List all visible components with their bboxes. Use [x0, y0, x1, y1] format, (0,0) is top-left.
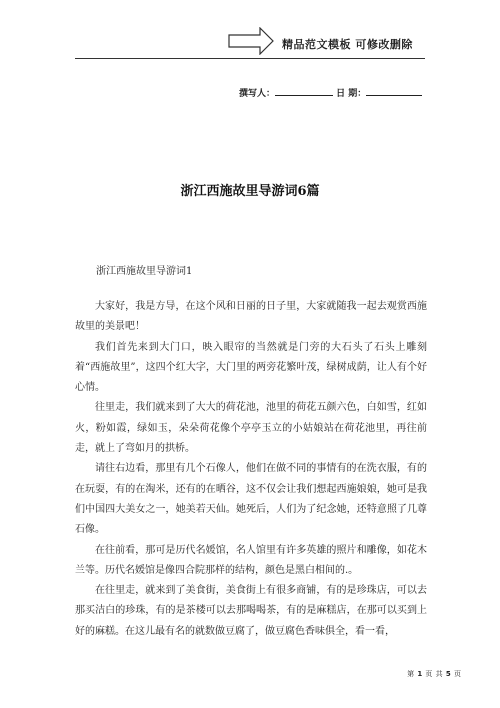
- body-paragraph: 在往里走，就来到了美食街，美食街上有很多商铺，有的是珍珠店，可以去那买洁白的珍珠，有的是茶楼可以去那喝喝茶，有的是麻糕店，在那可以买到上好的麻糕。在这儿最有名的就数做豆腐了，做豆腐色香味俱全，看一看，: [75, 585, 427, 637]
- total-pages-number: 5: [445, 670, 451, 678]
- body-paragraph: 在往前看，那可是历代名媛馆，名人馆里有许多英雄的照片和雕像，如花木兰等。历代名媛馆是像四合院那样的结构，颜色是黑白相间的.。: [75, 544, 427, 576]
- body-paragraph: 我们首先来到大门口，映入眼帘的当然就是门旁的大石头了石头上雕刻着“西施故里”，这四个红大字，大门里的两旁花繁叶茂，绿树成荫，让人有个好心情。: [75, 341, 427, 394]
- template-banner: 精品范文模板 可修改删除: [282, 38, 413, 51]
- document-title: 浙江西施故里导游词6篇: [180, 184, 320, 199]
- header-divider: [75, 58, 425, 59]
- section-subtitle: 浙江西施故里导游词1: [96, 266, 193, 277]
- author-label: 撰写人：: [239, 89, 276, 99]
- author-blank: [275, 86, 333, 96]
- document-body: [75, 297, 427, 642]
- arrow-right-icon: [228, 27, 274, 55]
- author-date-line: [239, 86, 422, 99]
- date-label: 日 期：: [336, 89, 367, 99]
- body-paragraph: 请往右边看，那里有几个石像人，他们在做不同的事情有的在洗衣服，有的在玩耍，有的在淘米，还有的在晒谷，这不仅会让我们想起西施娘娘，她可是我们中国四大美女之一，她美若天仙。她死后，人们为了纪念她，还特意照了几尊石像。: [75, 463, 427, 536]
- date-blank: [366, 86, 422, 96]
- body-paragraph: 大家好，我是方导，在这个风和日丽的日子里，大家就随我一起去观赏西施故里的美景吧！: [75, 301, 427, 333]
- page-footer: 第 1 页 共 5 页: [407, 670, 461, 678]
- body-paragraph: 往里走，我们就来到了大大的荷花池，池里的荷花五颜六色，白如雪，红如火，粉如霞，绿如玉，朵朵荷花像个亭亭玉立的小姑娘站在荷花池里，再往前走，就上了弯如月的拱桥。: [75, 402, 427, 455]
- current-page-number: 1: [417, 670, 423, 678]
